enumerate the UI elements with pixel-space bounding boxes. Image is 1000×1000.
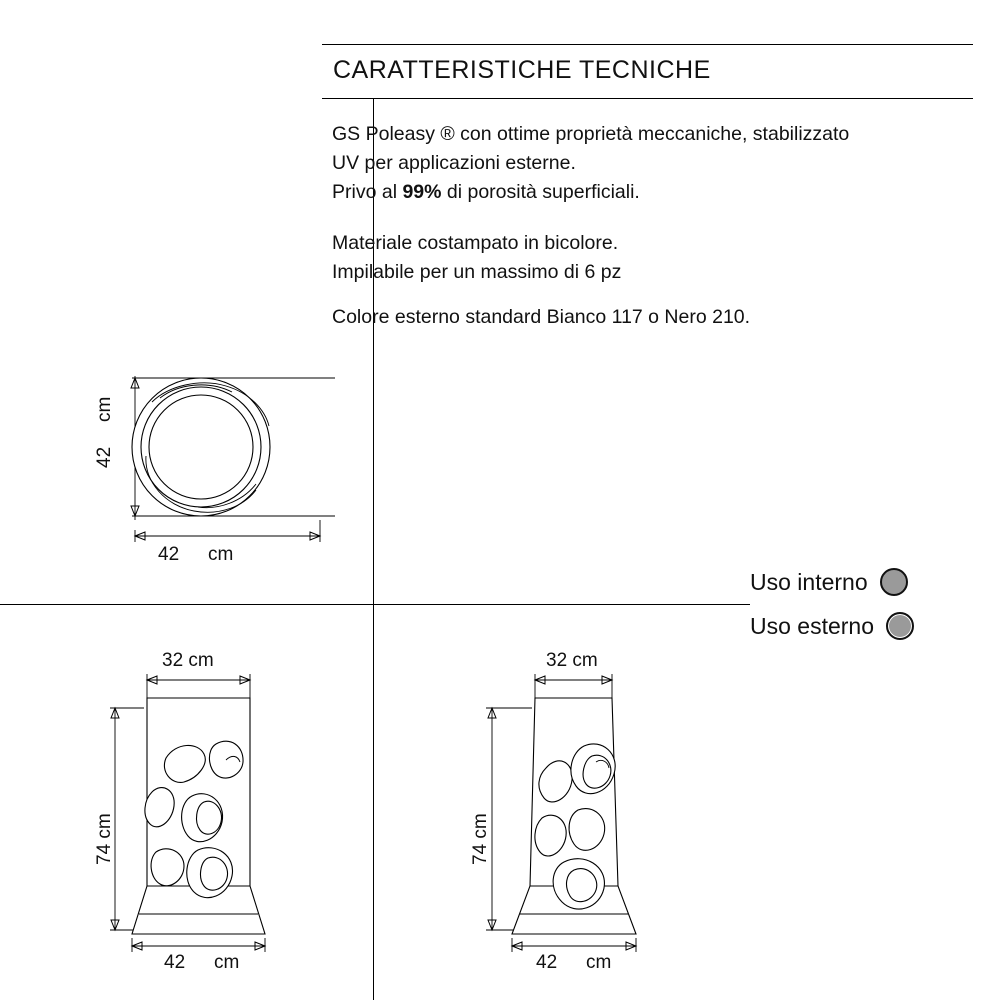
spec-line-3: [332, 178, 972, 207]
spec-line-5: Impilabile per un massimo di 6 pz: [332, 261, 622, 283]
top-view-height-value: 42: [94, 446, 115, 468]
spec-line-3-post: di porosità superficiali.: [441, 181, 640, 203]
side-view-svg: [450, 650, 740, 990]
front-view-height-label: 74 cm: [94, 813, 115, 865]
usage-legend: [750, 560, 980, 648]
spec-line-4: Materiale costampato in bicolore.: [332, 232, 619, 254]
legend-label-uso-interno: Uso interno: [750, 568, 868, 595]
spec-line-6: Colore esterno standard Bianco 117 o Nero 210.: [332, 306, 751, 328]
front-view-top-width-label: 32 cm: [162, 650, 214, 671]
side-view-base-value: 42: [536, 952, 558, 973]
top-view-width-unit: cm: [208, 544, 234, 565]
front-view-svg: [80, 650, 370, 990]
spec-line-2: UV per applicazioni esterne.: [332, 152, 576, 174]
spec-text-block: [332, 120, 972, 332]
page-title: CARATTERISTICHE TECNICHE: [333, 56, 711, 84]
side-view-height-label: 74 cm: [470, 813, 491, 865]
uso-esterno-marker-icon: [886, 612, 914, 640]
legend-item-uso-interno: [750, 560, 980, 604]
legend-item-uso-esterno: [750, 604, 980, 648]
side-view-drawing: [450, 650, 740, 990]
side-view-base-unit: cm: [586, 952, 612, 973]
legend-label-uso-esterno: Uso esterno: [750, 612, 875, 639]
front-view-base-unit: cm: [214, 952, 240, 973]
side-view-top-width-label: 32 cm: [546, 650, 598, 671]
front-view-base-value: 42: [164, 952, 186, 973]
front-view-drawing: [80, 650, 370, 990]
top-view-drawing: [60, 360, 350, 580]
spec-line-1: GS Poleasy ® con ottime proprietà meccaniche, stabilizzato: [332, 123, 850, 145]
uso-interno-marker-icon: [880, 568, 908, 596]
spec-line-3-pre: Privo al: [332, 181, 403, 203]
top-view-height-unit: cm: [94, 396, 115, 422]
title-bottom-rule: [322, 98, 973, 99]
spec-line-3-bold: 99%: [402, 181, 442, 203]
top-view-width-value: 42: [158, 544, 180, 565]
horizontal-divider: [0, 604, 750, 605]
top-view-svg: [60, 360, 350, 580]
title-top-rule: [322, 44, 973, 45]
